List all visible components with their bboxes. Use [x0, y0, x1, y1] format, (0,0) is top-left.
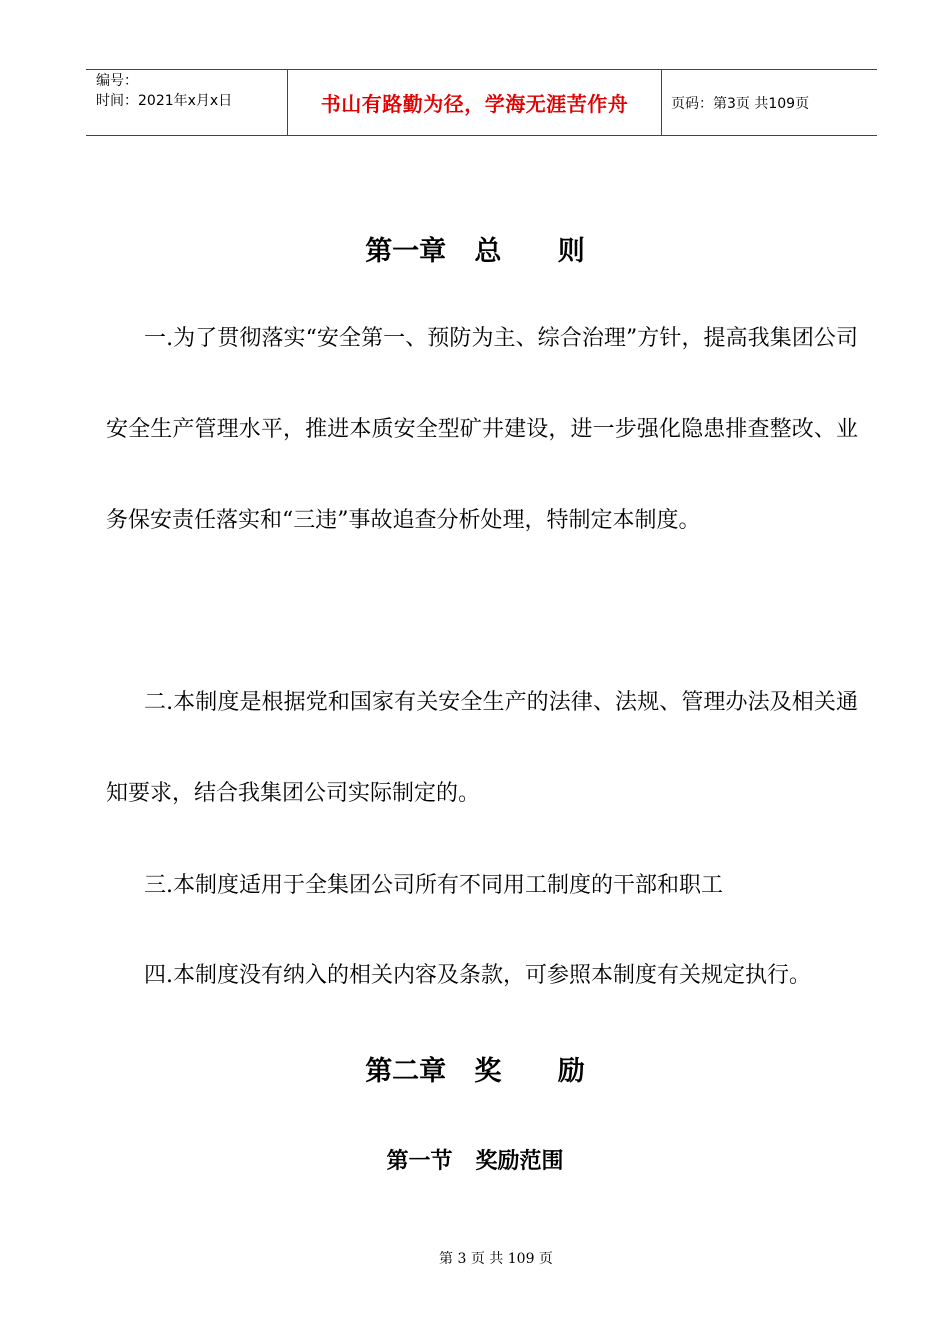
paragraph-1: 一.为了贯彻落实“安全第一、预防为主、综合治理”方针，提高我集团公司安全生产管理水平，推进本质安全型矿井建设，进一步强化隐患排查整改、业务保安责任落实和“三违”事故追查分析处理，特制定本制度。	[106, 326, 858, 533]
header-motto-cell	[288, 70, 662, 135]
header-meta	[86, 70, 288, 135]
chapter-2-title: 第二章 奖 励	[365, 1056, 585, 1087]
document-time-label: 时间：2021年x月x日	[96, 93, 233, 109]
paragraph-4: 四.本制度没有纳入的相关内容及条款，可参照本制度有关规定执行。	[144, 963, 811, 988]
page-header	[86, 69, 877, 136]
chapter-1-title: 第一章 总 则	[365, 236, 585, 267]
paragraph-3: 三.本制度适用于全集团公司所有不同用工制度的干部和职工	[144, 873, 723, 898]
header-page-cell	[662, 70, 877, 135]
header-page-number: 页码：第3页 共109页	[671, 95, 810, 112]
header-motto: 书山有路勤为径，学海无涯苦作舟	[320, 92, 629, 116]
page-footer: 第 3 页 共 109 页	[439, 1251, 553, 1267]
document-id-label: 编号：	[96, 73, 138, 89]
section-1-title: 第一节 奖励范围	[386, 1148, 564, 1174]
paragraph-2: 二.本制度是根据党和国家有关安全生产的法律、法规、管理办法及相关通知要求，结合我集团公司实际制定的。	[106, 690, 858, 806]
